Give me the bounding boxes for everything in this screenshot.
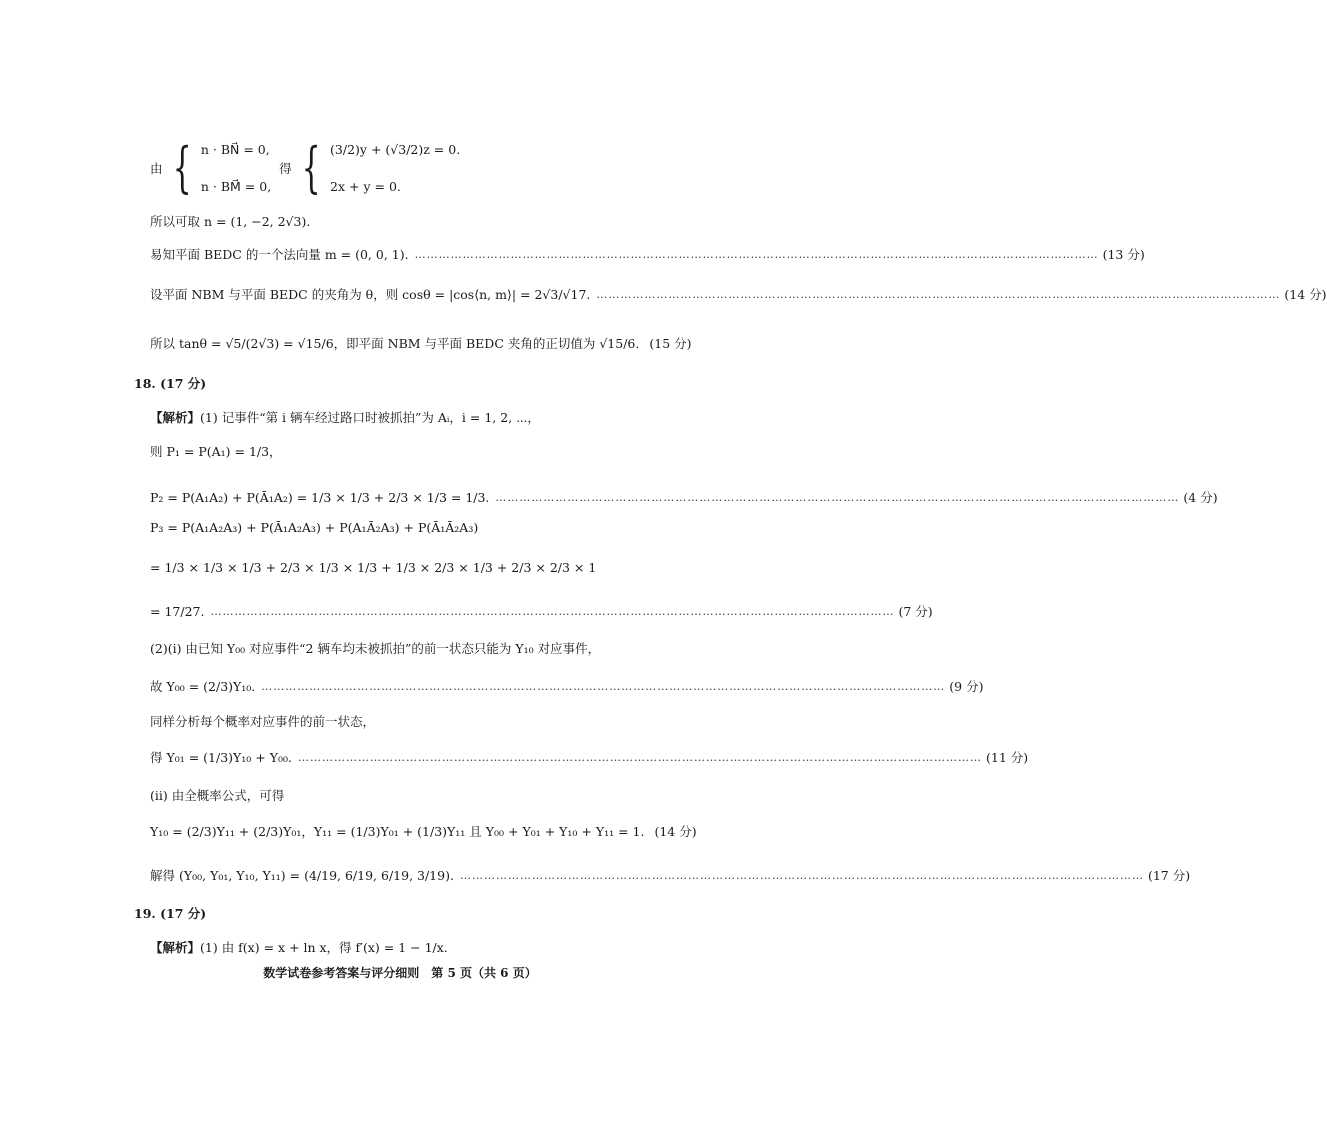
line-text: Y₁₀ = (2/3)Y₁₁ + (2/3)Y₀₁，Y₁₁ = (1/3)Y₀₁ + (1/3)Y₁₁ 且 Y₀₀ + Y₀₁ + Y₁₀ + Y₁₁ = 1. bbox=[150, 824, 645, 839]
question-19-header: 19. (17 分) bbox=[134, 906, 207, 921]
question-18-header: 18. (17 分) bbox=[134, 376, 207, 391]
analysis-tag: 【解析】 bbox=[150, 410, 201, 425]
system-conditions bbox=[201, 142, 271, 194]
line-text: (1) 记事件“第 i 辆车经过路口时被抓拍”为 Aᵢ，i = 1, 2, ⋯， bbox=[200, 410, 540, 425]
line-text: P₂ = P(A₁A₂) + P(Ā₁A₂) = 1/3 × 1/3 + 2/3 × 1/3 = 1/3. bbox=[150, 489, 490, 505]
dot-leader: ……………………………………………………………………………………………………………………………………………………… bbox=[495, 490, 1180, 504]
line-text: 所以可取 n = (1, −2, 2√3). bbox=[150, 214, 311, 229]
scored-line bbox=[150, 488, 1218, 506]
score-label: (11 分) bbox=[985, 750, 1029, 765]
scored-line bbox=[150, 334, 692, 352]
scored-line bbox=[150, 822, 697, 840]
text-line bbox=[150, 408, 660, 426]
system-equations bbox=[330, 142, 460, 194]
line-text: 得 Y₀₁ = (1/3)Y₁₀ + Y₀₀. bbox=[150, 750, 292, 765]
system-de: 得 bbox=[279, 161, 292, 176]
score-label: (15 分) bbox=[649, 336, 692, 351]
text-line bbox=[150, 712, 660, 730]
line-text: (1) 由 f(x) = x + ln x，得 f′(x) = 1 − 1/x. bbox=[200, 940, 448, 955]
text-line bbox=[150, 212, 660, 230]
text-line bbox=[150, 938, 660, 956]
dot-leader: ……………………………………………………………………………………………………………………………………………………… bbox=[210, 604, 895, 618]
text-line bbox=[150, 520, 660, 535]
score-label: (9 分) bbox=[949, 679, 984, 694]
analysis-tag: 【解析】 bbox=[150, 940, 201, 955]
scored-line bbox=[150, 602, 933, 620]
text-line bbox=[150, 442, 660, 460]
score-label: (14 分) bbox=[1284, 287, 1327, 302]
left-brace-1: { bbox=[172, 136, 192, 199]
scored-line bbox=[150, 245, 1145, 263]
line-text: 解得 (Y₀₀, Y₀₁, Y₁₀, Y₁₁) = (4/19, 6/19, 6/19, 3/19). bbox=[150, 868, 454, 883]
scored-line bbox=[150, 285, 1327, 303]
dot-leader: ……………………………………………………………………………………………………………………………………………………… bbox=[459, 868, 1144, 882]
equation-system bbox=[150, 136, 461, 199]
text-line bbox=[150, 639, 660, 657]
equation-line: (3/2)y + (√3/2)z = 0. bbox=[330, 142, 461, 157]
left-brace-2: { bbox=[301, 136, 321, 199]
page-footer: 数学试卷参考答案与评分细则 第 5 页（共 6 页） bbox=[263, 966, 537, 980]
condition-line: n · BM⃗ = 0, bbox=[200, 179, 272, 194]
line-text: (ii) 由全概率公式，可得 bbox=[150, 788, 285, 803]
score-label: (7 分) bbox=[898, 604, 933, 619]
equation-line: 2x + y = 0. bbox=[330, 179, 401, 194]
line-text: 故 Y₀₀ = (2/3)Y₁₀. bbox=[150, 679, 256, 694]
line-text: 易知平面 BEDC 的一个法向量 m = (0, 0, 1). bbox=[150, 247, 409, 262]
dot-leader: ……………………………………………………………………………………………………………………………………………………… bbox=[596, 287, 1281, 301]
system-lead: 由 bbox=[150, 161, 163, 176]
dot-leader: ……………………………………………………………………………………………………………………………………………………… bbox=[414, 247, 1099, 261]
line-text: P₃ = P(A₁A₂A₃) + P(Ā₁A₂A₃) + P(A₁Ā₂A₃) + P(Ā₁Ā₂A₃) bbox=[150, 520, 479, 535]
condition-line: n · BN⃗ = 0, bbox=[200, 142, 270, 157]
line-text: = 1/3 × 1/3 × 1/3 + 2/3 × 1/3 × 1/3 + 1/3 × 2/3 × 1/3 + 2/3 × 2/3 × 1 bbox=[150, 560, 597, 575]
dot-leader: ……………………………………………………………………………………………………………………………………………………… bbox=[261, 679, 946, 693]
text-line bbox=[150, 560, 660, 575]
line-text: 设平面 NBM 与平面 BEDC 的夹角为 θ，则 cosθ = |cos⟨n, m⟩| = 2√3/√17. bbox=[150, 287, 591, 302]
line-text: = 17/27. bbox=[150, 603, 205, 619]
dot-leader: ……………………………………………………………………………………………………………………………………………………… bbox=[297, 750, 982, 764]
line-text: 所以 tanθ = √5/(2√3) = √15/6，即平面 NBM 与平面 BEDC 夹角的正切值为 √15/6. bbox=[150, 336, 640, 351]
line-text: (2)(i) 由已知 Y₀₀ 对应事件“2 辆车均未被抓拍”的前一状态只能为 Y₁₀ 对应事件， bbox=[150, 641, 601, 656]
scored-line bbox=[150, 866, 1191, 884]
score-label: (14 分) bbox=[654, 824, 697, 839]
score-label: (17 分) bbox=[1147, 868, 1191, 883]
score-label: (13 分) bbox=[1102, 247, 1145, 262]
line-text: 则 P₁ = P(A₁) = 1/3， bbox=[150, 444, 282, 459]
text-line bbox=[150, 786, 660, 804]
line-text: 同样分析每个概率对应事件的前一状态， bbox=[150, 714, 376, 729]
scored-line bbox=[150, 748, 1029, 766]
score-label: (4 分) bbox=[1183, 490, 1218, 505]
scored-line bbox=[150, 677, 984, 695]
